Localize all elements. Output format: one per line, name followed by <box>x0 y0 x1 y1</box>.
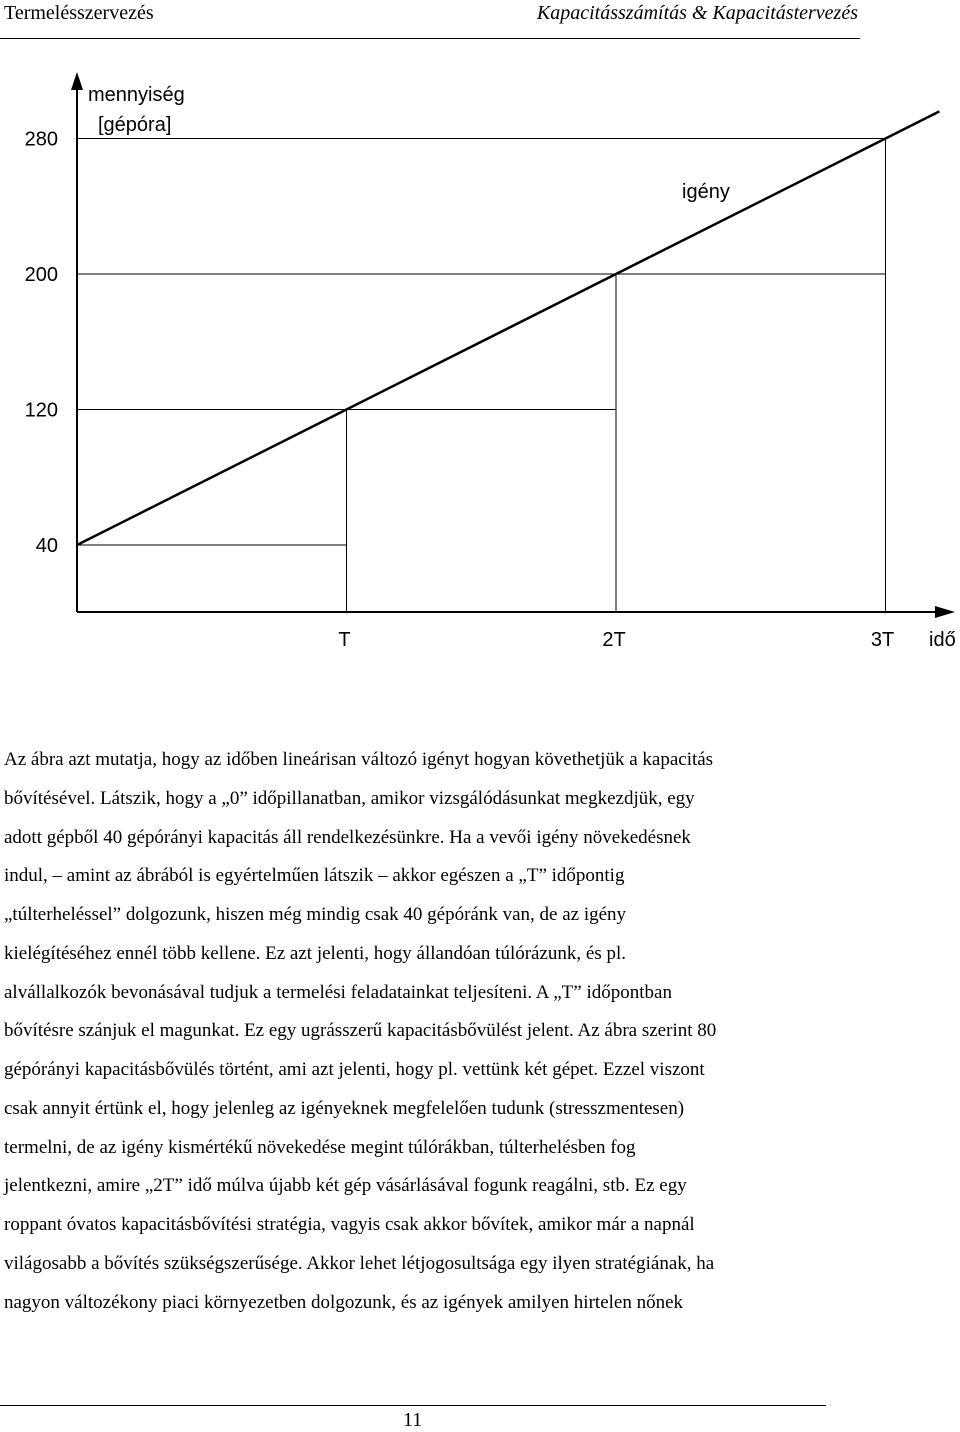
x-tick-label: 3T <box>870 629 895 651</box>
y-tick-label: 120 <box>24 399 58 422</box>
paragraph-line: csak annyit értünk el, hogy jelenleg az igényeknek megfelelően tudunk (stresszmentesen) <box>4 1097 685 1119</box>
series-label: igény <box>682 181 730 203</box>
paragraph-line: világosabb a bővítés szükségszerűsége. Akkor lehet létjogosultsága egy ilyen stratégiának, ha <box>4 1252 715 1274</box>
x-axis-arrow <box>935 606 955 618</box>
paragraph-line: gépórányi kapacitásbővülés történt, ami azt jelenti, hogy pl. vettünk két gépet. Ezzel viszont <box>4 1059 705 1080</box>
x-tick-label: 2T <box>602 629 626 651</box>
paragraph-line: indul, – amint az ábrából is egyértelműen látszik – akkor egészen a „T” időpontig <box>4 865 625 887</box>
y-tick-label: 200 <box>24 264 58 286</box>
body-paragraph <box>4 741 884 1322</box>
paragraph-line: bővítésre szánjuk el magunkat. Ez egy ugrásszerű kapacitásbővülést jelent. Az ábra szerint 80 <box>4 1020 717 1042</box>
x-tick-label: T <box>338 629 351 651</box>
y-tick-label: 40 <box>35 535 58 557</box>
header-divider <box>0 38 860 39</box>
chart-axes <box>71 72 955 618</box>
header-right-title: Kapacitásszámítás & Kapacitástervezés <box>536 2 858 24</box>
demand-series <box>77 111 939 545</box>
paragraph-line: roppant óvatos kapacitásbővítési stratégia, vagyis csak akkor bővítek, amikor már a napnál <box>4 1214 695 1235</box>
paragraph-line: adott gépből 40 gépórányi kapacitás áll rendelkezésünkre. Ha a vevői igény növekedésnek <box>4 826 691 848</box>
y-tick-label: 280 <box>24 128 58 151</box>
paragraph-line: nagyon változékony piaci környezetben dolgozunk, és az igények amilyen hirtelen nőnek <box>4 1291 684 1313</box>
header-left-title: Termelésszervezés <box>4 2 154 24</box>
paragraph-line: Az ábra azt mutatja, hogy az időben lineárisan változó igényt hogyan követhetjük a kapacitás <box>4 749 714 770</box>
footer-divider <box>0 1405 826 1406</box>
capacity-chart <box>0 40 960 680</box>
y-axis-arrow <box>71 72 83 90</box>
demand-line <box>77 111 939 545</box>
y-axis-label-line: mennyiség <box>88 84 185 106</box>
paragraph-line: jelentkezni, amire „2T” idő múlva újabb két gép vásárlásával fogunk reagálni, stb. Ez egy <box>4 1175 687 1197</box>
paragraph-line: bővítésével. Látszik, hogy a „0” időpillanatban, amikor vizsgálódásunkat megkezdjük, egy <box>4 787 695 809</box>
chart-labels <box>25 84 956 651</box>
x-axis-label: idő <box>929 629 956 651</box>
paragraph-line: alvállalkozók bevonásával tudjuk a termelési feladatainkat teljesíteni. A „T” időpontban <box>4 981 672 1003</box>
page-number: 11 <box>403 1409 423 1431</box>
paragraph-line: termelni, de az igény kismértékű növekedése megint túlórákban, túlterhelésben fog <box>4 1136 636 1158</box>
paragraph-line: kielégítéséhez ennél több kellene. Ez azt jelenti, hogy állandóan túlórázunk, és pl. <box>4 942 627 964</box>
paragraph-line: „túlterheléssel” dolgozunk, hiszen még mindig csak 40 gépóránk van, de az igény <box>4 904 627 925</box>
capacity-steps <box>77 139 886 613</box>
y-axis-label-line: [gépóra] <box>98 114 172 136</box>
